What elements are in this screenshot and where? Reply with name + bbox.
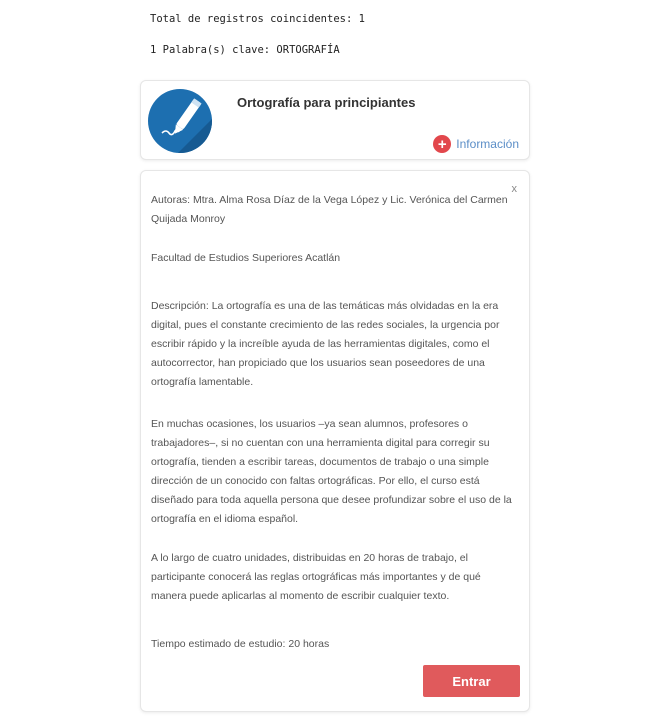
course-card [140,80,530,160]
info-label[interactable]: Información [456,137,519,151]
plus-circle-icon[interactable]: + [433,135,451,153]
results-keywords: 1 Palabra(s) clave: ORTOGRAFÍA [150,44,340,56]
pen-writing-icon[interactable] [148,89,212,153]
enter-button[interactable]: Entrar [423,665,520,697]
close-icon[interactable]: x [511,183,517,195]
study-time: Tiempo estimado de estudio: 20 horas [151,638,330,650]
course-description-1: Descripción: La ortografía es una de las temáticas más olvidadas en la era digital, pues el constante crecimiento de las redes sociales, la urgencia por escribir rápido y la increíble ayuda de las herramientas digitales, como el autocorrector, han propiciado que los usuarios sean poseedores de una ortografía lamentable. [151,300,500,388]
results-count: Total de registros coincidentes: 1 [150,13,365,25]
course-title[interactable]: Ortografía para principiantes [237,95,416,110]
course-detail-panel [140,170,530,712]
course-description-3: A lo largo de cuatro unidades, distribuidas en 20 horas de trabajo, el participante conocerá las reglas ortográficas más importantes y de qué manera puede aplicarlas al momento de escribir cualquier texto. [151,552,481,602]
course-faculty: Facultad de Estudios Superiores Acatlán [151,252,341,264]
course-description-2: En muchas ocasiones, los usuarios –ya sean alumnos, profesores o trabajadores–, si no cuentan con una herramienta digital para corregir su ortografía, tienden a escribir tareas, documentos de trabajo o una simple dirección de un conocido con faltas ortográficas. Por ello, el curso está diseñado para toda aquella persona que desee profundizar sobre el uso de la ortografía en el idioma español. [151,418,512,525]
course-authors: Autoras: Mtra. Alma Rosa Díaz de la Vega López y Lic. Verónica del Carmen Quijada Monroy [151,194,508,225]
info-link[interactable] [433,135,519,153]
